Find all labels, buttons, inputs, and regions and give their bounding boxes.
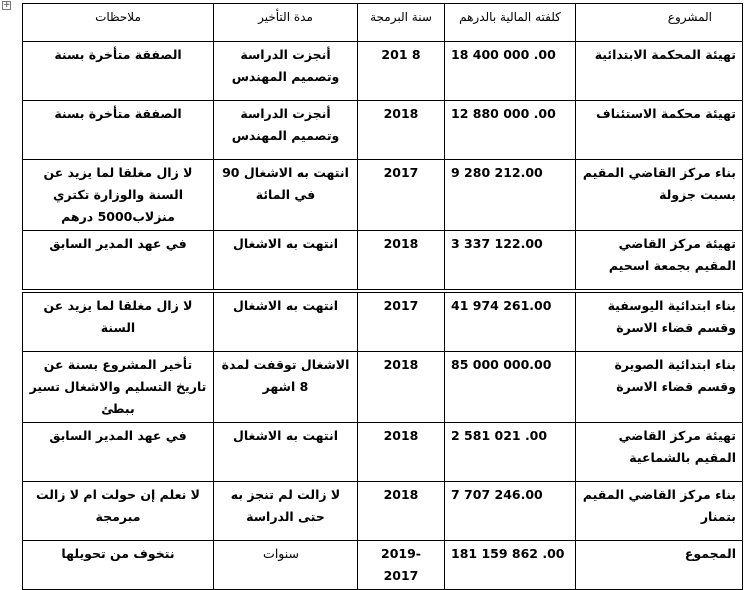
cell-year: 2018 <box>358 482 445 541</box>
cell-year: 2018 <box>358 101 445 160</box>
header-row <box>23 4 743 42</box>
header-notes: ملاحظات <box>23 4 214 42</box>
cell-delay: أنجزت الدراسة وتصميم المهندس <box>214 42 358 101</box>
total-notes: نتخوف من تحويلها <box>23 541 214 590</box>
cell-cost: 9 280 212.00 <box>445 160 576 231</box>
table-row <box>23 160 743 231</box>
table-row <box>23 231 743 290</box>
cell-delay: الاشغال توقفت لمدة 8 اشهر <box>214 352 358 423</box>
move-handle-icon[interactable]: + <box>3 0 11 10</box>
cell-cost: 3 337 122.00 <box>445 231 576 290</box>
cell-year: 2018 <box>358 231 445 290</box>
cell-notes: في عهد المدير السابق <box>23 423 214 482</box>
header-delay: مدة التأخير <box>214 4 358 42</box>
cell-year: 2017 <box>358 293 445 352</box>
cell-delay: انتهت به الاشغال <box>214 231 358 290</box>
cell-cost: 85 000 000.00 <box>445 352 576 423</box>
cell-project: بناء مركز القاضي المقيم بتمنار <box>576 482 743 541</box>
cell-project: بناء ابتدائية الصويرة وقسم قضاء الاسرة <box>576 352 743 423</box>
table-row <box>23 352 743 423</box>
cell-year: 2017 <box>358 160 445 231</box>
cell-notes: لا زال مغلقا لما يزيد عن السنة والوزارة تكتري منزلاب5000 درهم <box>23 160 214 231</box>
cell-notes: الصفقة متأخرة بسنة <box>23 42 214 101</box>
cell-notes: تأخير المشروع بسنة عن تاريخ التسليم والاشغال تسير ببطئ <box>23 352 214 423</box>
header-cost: كلفته المالية بالدرهم <box>445 4 576 42</box>
total-label: المجموع <box>576 541 743 590</box>
cell-cost: 41 974 261.00 <box>445 293 576 352</box>
header-year: سنة البرمجة <box>358 4 445 42</box>
table-row <box>23 423 743 482</box>
cell-delay: أنجزت الدراسة وتصميم المهندس <box>214 101 358 160</box>
table-row <box>23 482 743 541</box>
cell-notes: الصفقة متأخرة بسنة <box>23 101 214 160</box>
projects-table <box>22 3 743 590</box>
header-project: المشروع <box>576 4 743 42</box>
cell-project: تهيئة مركز القاضي المقيم بجمعة اسحيم <box>576 231 743 290</box>
table-row <box>23 42 743 101</box>
cell-project: بناء ابتدائية اليوسفية وقسم قضاء الاسرة <box>576 293 743 352</box>
cell-cost: 12 880 000 .00 <box>445 101 576 160</box>
cell-year: 2018 <box>358 352 445 423</box>
cell-notes: لا زال مغلقا لما يزيد عن السنة <box>23 293 214 352</box>
cell-cost: 7 707 246.00 <box>445 482 576 541</box>
cell-project: تهيئة المحكمة الابتدائية <box>576 42 743 101</box>
cell-year: 2018 <box>358 423 445 482</box>
table-row <box>23 293 743 352</box>
total-row <box>23 541 743 590</box>
cell-cost: 2 581 021 .00 <box>445 423 576 482</box>
cell-delay: لا زالت لم تنجز به حتى الدراسة <box>214 482 358 541</box>
cell-notes: لا نعلم إن حولت ام لا زالت مبرمجة <box>23 482 214 541</box>
total-delay: سنوات <box>214 541 358 590</box>
total-years: 2019-2017 <box>358 541 445 590</box>
cell-year: 201 8 <box>358 42 445 101</box>
cell-project: تهيئة محكمة الاستئناف <box>576 101 743 160</box>
cell-project: بناء مركز القاضي المقيم بسبت جزولة <box>576 160 743 231</box>
total-cost: 181 159 862 .00 <box>445 541 576 590</box>
cell-delay: انتهت به الاشغال 90 في المائة <box>214 160 358 231</box>
cell-cost: 18 400 000 .00 <box>445 42 576 101</box>
cell-delay: انتهت به الاشغال <box>214 423 358 482</box>
cell-notes: في عهد المدير السابق <box>23 231 214 290</box>
table-row <box>23 101 743 160</box>
cell-delay: انتهت به الاشغال <box>214 293 358 352</box>
cell-project: تهيئة مركز القاضي المقيم بالشماعية <box>576 423 743 482</box>
